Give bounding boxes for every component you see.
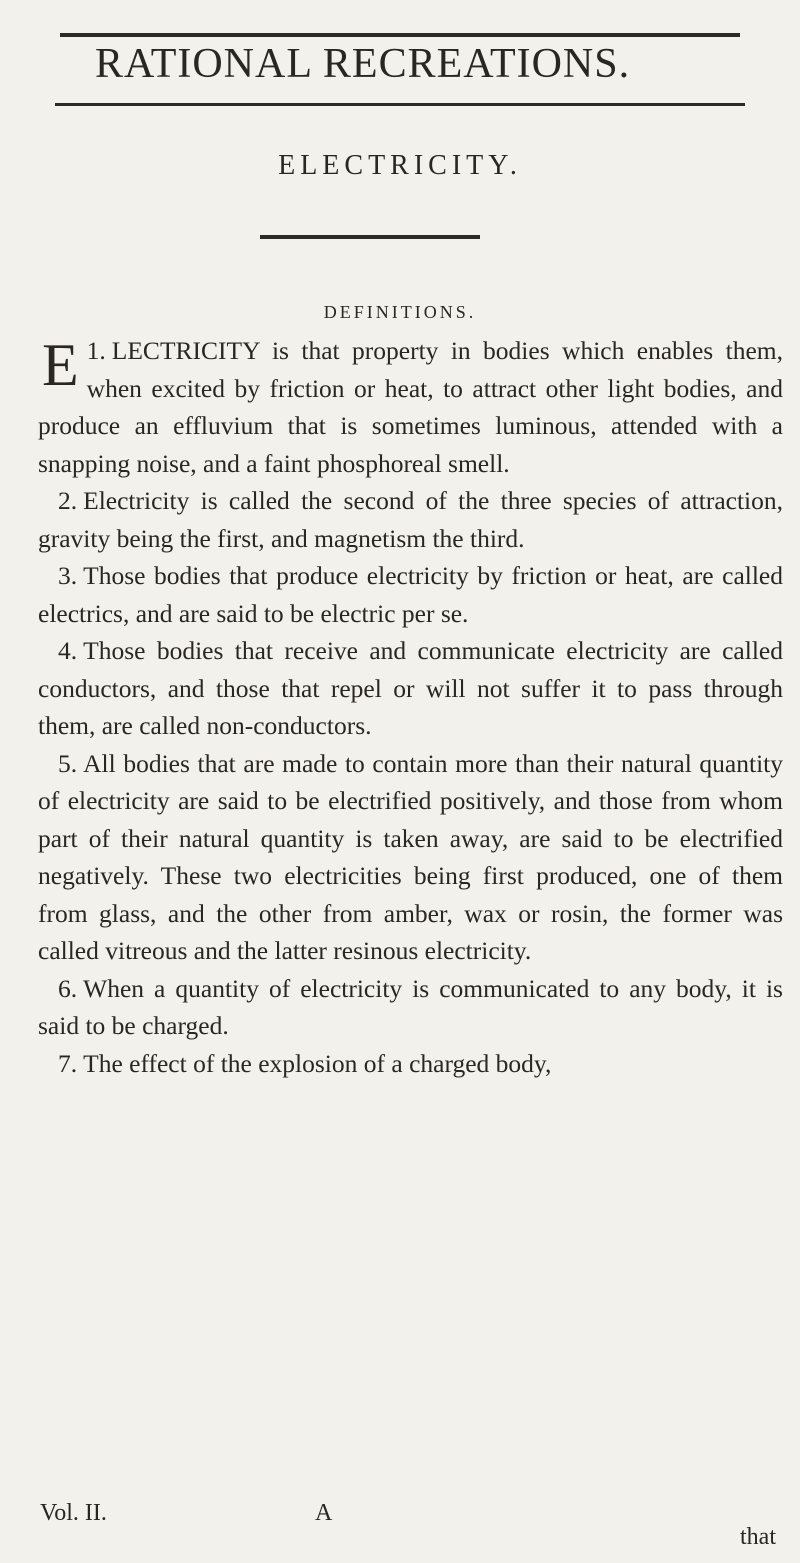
paragraph-2 xyxy=(38,482,783,557)
paragraph-text: The effect of the explosion of a charged body, xyxy=(83,1048,552,1078)
paragraph-number: 7. xyxy=(58,1048,78,1078)
header-rule-bottom xyxy=(55,103,745,106)
signature-mark: A xyxy=(315,1500,333,1526)
paragraph-7 xyxy=(38,1045,783,1083)
definitions-heading: DEFINITIONS. xyxy=(323,302,477,322)
body-text xyxy=(38,332,783,1082)
paragraph-number: 1. xyxy=(86,336,106,365)
drop-cap: E xyxy=(42,332,79,398)
paragraph-text: All bodies that are made to contain more than their natural quantity of electricity are said to be electrified positively, and those from whom part of their natural quantity is taken away, are said to be electrified negatively. These two electricities being first produced, one of them from glass, and the other from amber, wax or rosin, the former was called vitreous and the latter resinous electricity. xyxy=(38,748,783,965)
catchword: that xyxy=(740,1524,776,1550)
running-header: RATIONAL RECREATIONS. xyxy=(95,41,631,87)
paragraph-6 xyxy=(38,970,783,1045)
section-rule xyxy=(260,235,480,239)
paragraph-text: Electricity is called the second of the three species of attraction, gravity being the first, and magnetism the third. xyxy=(38,486,783,553)
paragraph-text: Those bodies that receive and communicate electricity are called conductors, and those that repel or will not suffer it to pass through them, are called non-conductors. xyxy=(38,636,783,740)
paragraph-1 xyxy=(38,332,783,482)
paragraph-3 xyxy=(38,557,783,632)
paragraph-number: 3. xyxy=(58,561,78,590)
section-title: ELECTRICITY. xyxy=(278,150,522,181)
paragraph-number: 6. xyxy=(58,973,78,1003)
paragraph-number: 4. xyxy=(58,636,78,665)
paragraph-text: Those bodies that produce electricity by friction or heat, are called electrics, and are said to be electric per se. xyxy=(38,561,783,628)
paragraph-text: When a quantity of electricity is communicated to any body, it is said to be charged. xyxy=(38,973,783,1040)
paragraph-number: 2. xyxy=(58,486,78,515)
volume-label: Vol. II. xyxy=(40,1500,107,1526)
paragraph-4 xyxy=(38,632,783,745)
header-rule-top xyxy=(60,33,740,37)
paragraph-text: LECTRICITY is that property in bodies which enables them, when excited by friction or heat, to attract other light bodies, and produce an effluvium that is sometimes luminous, attended with a snapping noise, and a faint phosphoreal smell. xyxy=(38,336,783,478)
paragraph-number: 5. xyxy=(58,748,78,778)
paragraph-5 xyxy=(38,745,783,970)
